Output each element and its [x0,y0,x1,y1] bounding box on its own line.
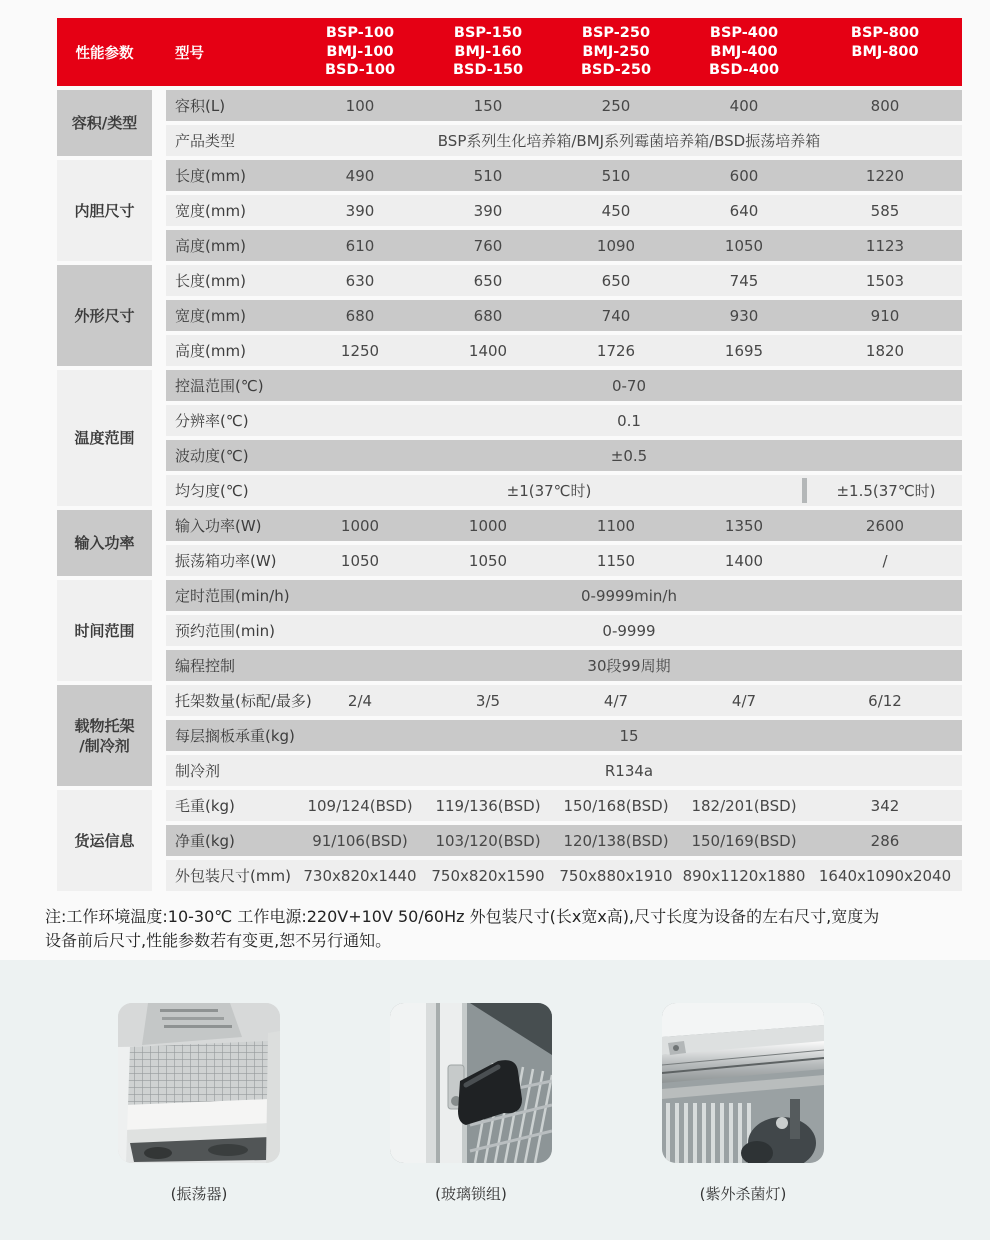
spec-rows [166,160,962,265]
spec-value-span: R134a [604,761,654,780]
category-label: /制冷剂 [79,736,130,755]
spec-row [166,790,962,821]
category-cell [57,90,152,156]
spec-value: 730x820x1440 [303,866,417,885]
spec-row [166,195,962,226]
spec-value: 1050 [468,551,508,570]
header-model-column [680,24,808,80]
spec-value-span: 0-9999min/h [581,586,677,605]
spec-label: 长度(mm) [175,167,246,185]
spec-row [166,510,962,541]
uv-lamp-illustration [662,1003,824,1163]
spec-label: 产品类型 [175,132,236,150]
spec-row [166,755,962,786]
spec-label: 均匀度(℃) [175,482,249,500]
spec-row [166,475,962,506]
spec-block [57,160,962,265]
model-number: BSD-400 [708,62,780,79]
spec-value: 390 [473,201,503,220]
spec-value-span: 15 [619,726,639,745]
spec-label: 高度(mm) [175,237,246,255]
spec-value: 100 [345,96,375,115]
spec-label: 分辨率(℃) [175,412,249,430]
table-header [57,18,962,86]
category-label: 时间范围 [74,621,135,640]
header-model-label: 型号 [175,45,204,62]
spec-rows [166,510,962,580]
category-cell [57,370,152,506]
spec-label: 宽度(mm) [175,307,246,325]
spec-value: 510 [601,166,631,185]
spec-value-span: 30段99周期 [587,657,671,675]
category-cell [57,790,152,891]
spec-value: 1100 [596,516,636,535]
column-divider [802,478,807,503]
model-number: BMJ-400 [710,43,778,60]
model-number: BMJ-250 [582,43,650,60]
spec-label: 输入功率(W) [175,517,262,535]
spec-row [166,580,962,611]
header-model-column [808,24,962,80]
category-label: 温度范围 [74,429,135,447]
spec-value: 150 [473,96,503,115]
spec-row [166,230,962,261]
spec-label: 托架数量(标配/最多) [175,692,312,710]
spec-value: 1695 [724,341,764,360]
header-model-column [424,24,552,80]
spec-block [57,90,962,160]
spec-value: 2600 [865,516,905,535]
shaker-photo [118,1003,280,1163]
spec-value: 750x880x1910 [559,866,673,885]
header-model-columns [296,24,962,80]
spec-label: 毛重(kg) [175,797,235,815]
category-label: 容积/类型 [71,114,138,132]
spec-value: 250 [601,96,631,115]
spec-value: 4/7 [731,691,757,710]
spec-label: 编程控制 [175,657,236,675]
category-cell [57,510,152,576]
spec-value: 1050 [340,551,380,570]
spec-value: 1090 [596,236,636,255]
spec-row [166,90,962,121]
spec-value: 1000 [468,516,508,535]
spec-rows [166,90,962,160]
spec-row [166,265,962,296]
spec-block [57,510,962,580]
spec-row [166,825,962,856]
model-number: BSP-150 [453,25,523,42]
spec-value: 1726 [596,341,636,360]
spec-value: 120/138(BSD) [563,831,669,850]
model-number: BSD-250 [580,62,652,79]
header-param-label: 性能参数 [75,45,134,62]
spec-value: 103/120(BSD) [435,831,541,850]
spec-rows [166,790,962,895]
model-number: BSD-100 [324,62,396,79]
spec-value: 490 [345,166,375,185]
spec-block [57,685,962,790]
spec-value: 2/4 [347,691,373,710]
category-cell [57,685,152,786]
spec-row [166,720,962,751]
photo-item-shaker [118,1003,280,1240]
spec-value: 6/12 [868,691,902,710]
category-cell [57,265,152,366]
spec-value: 1250 [340,341,380,360]
spec-value: 800 [870,96,900,115]
spec-value: 680 [473,306,503,325]
spec-value: 91/106(BSD) [312,831,408,850]
spec-label: 波动度(℃) [175,447,249,465]
spec-label: 振荡箱功率(W) [175,552,277,570]
spec-label: 制冷剂 [175,762,221,780]
uv-lamp-photo [662,1003,824,1163]
photo-item-uv-lamp [662,1003,824,1240]
category-cell [57,160,152,261]
spec-value: 630 [345,271,375,290]
spec-value: 640 [729,201,759,220]
spec-block [57,370,962,510]
spec-value: 740 [601,306,631,325]
spec-value: 1820 [865,341,905,360]
spec-value-span: BSP系列生化培养箱/BMJ系列霉菌培养箱/BSD振荡培养箱 [437,132,821,150]
spec-row [166,440,962,471]
spec-block [57,790,962,895]
spec-row [166,615,962,646]
spec-value-last: ±1.5(37℃时) [836,482,936,500]
model-number: BSP-800 [850,25,920,42]
spec-value: 1123 [865,236,905,255]
spec-value: 150/169(BSD) [691,831,797,850]
spec-value: 1350 [724,516,764,535]
spec-block [57,580,962,685]
spec-row [166,650,962,681]
spec-value: 390 [345,201,375,220]
spec-value-span: ±0.5 [610,446,648,465]
category-label: 载物托架 [74,716,135,735]
spec-value: 1640x1090x2040 [818,866,952,885]
spec-row [166,300,962,331]
category-label: 内胆尺寸 [74,201,135,220]
spec-rows [166,370,962,510]
spec-row [166,160,962,191]
header-model-column [296,24,424,80]
shaker-illustration [118,1003,280,1163]
spec-rows [166,265,962,370]
glass-lock-illustration [390,1003,552,1163]
spec-row [166,405,962,436]
model-number: BSP-100 [325,25,395,42]
category-label: 外形尺寸 [74,306,135,325]
spec-label: 外包装尺寸(mm) [175,867,291,885]
spec-value: 745 [729,271,759,290]
shaker-caption: (振荡器) [170,1185,228,1203]
spec-rows [166,580,962,685]
spec-value: 4/7 [603,691,629,710]
spec-row [166,860,962,891]
category-cell [57,580,152,681]
spec-value: 650 [473,271,503,290]
header-model-column [552,24,680,80]
spec-value: 1503 [865,271,905,290]
model-number: BMJ-800 [851,43,919,60]
spec-label: 每层搁板承重(kg) [175,727,295,745]
spec-label: 高度(mm) [175,342,246,360]
category-label: 输入功率 [74,534,135,552]
spec-value-span4: ±1(37℃时) [506,482,592,500]
spec-row [166,370,962,401]
spec-row [166,545,962,576]
spec-value: 1400 [468,341,508,360]
spec-row [166,125,962,156]
spec-value: 450 [601,201,631,220]
spec-value: / [882,551,888,570]
spec-value: 1050 [724,236,764,255]
spec-label: 宽度(mm) [175,202,246,220]
spec-value: 286 [870,831,900,850]
spec-row [166,685,962,716]
spec-label: 容积(L) [175,97,226,115]
category-label: 货运信息 [74,831,135,850]
model-number: BMJ-160 [454,43,522,60]
photo-gallery [0,960,990,1240]
spec-label: 净重(kg) [175,832,235,850]
spec-value: 760 [473,236,503,255]
photo-item-glass-lock [390,1003,552,1240]
spec-value-span: 0-9999 [602,621,656,640]
spec-value: 182/201(BSD) [691,796,797,815]
model-number: BSP-250 [581,25,651,42]
table-body [57,90,962,895]
spec-block [57,265,962,370]
spec-value: 1220 [865,166,905,185]
spec-value: 1000 [340,516,380,535]
spec-value: 119/136(BSD) [435,796,541,815]
glass-lock-photo [390,1003,552,1163]
spec-value: 600 [729,166,759,185]
spec-value: 3/5 [475,691,501,710]
spec-row [166,335,962,366]
spec-value: 109/124(BSD) [307,796,413,815]
spec-value: 890x1120x1880 [682,866,806,885]
model-number: BMJ-100 [326,43,394,60]
model-number: BSD-150 [452,62,524,79]
spec-value: 400 [729,96,759,115]
spec-value: 1400 [724,551,764,570]
spec-value: 750x820x1590 [431,866,545,885]
spec-value: 910 [870,306,900,325]
spec-value: 610 [345,236,375,255]
spec-value-span: 0.1 [617,411,641,430]
spec-rows [166,685,962,790]
spec-value: 680 [345,306,375,325]
spec-label: 定时范围(min/h) [175,587,290,605]
spec-label: 预约范围(min) [175,622,275,640]
spec-table [57,18,962,895]
glass-lock-caption: (玻璃锁组) [435,1185,507,1203]
model-number: BSP-400 [709,25,779,42]
spec-value: 930 [729,306,759,325]
uv-lamp-caption: (紫外杀菌灯) [699,1185,787,1203]
spec-value-span: 0-70 [611,376,647,395]
spec-value: 342 [870,796,900,815]
spec-label: 控温范围(℃) [175,377,264,395]
spec-label: 长度(mm) [175,272,246,290]
spec-value: 585 [870,201,900,220]
footnote-text: 注:工作环境温度:10-30℃ 工作电源:220V+10V 50/60Hz 外包装尺寸(长x宽x高),尺寸长度为设备的左右尺寸,宽度为设备前后尺寸,性能参数若有变更,恕不另行通知。 [45,907,880,950]
spec-value: 150/168(BSD) [563,796,669,815]
spec-value: 1150 [596,551,636,570]
spec-value: 510 [473,166,503,185]
spec-value: 650 [601,271,631,290]
